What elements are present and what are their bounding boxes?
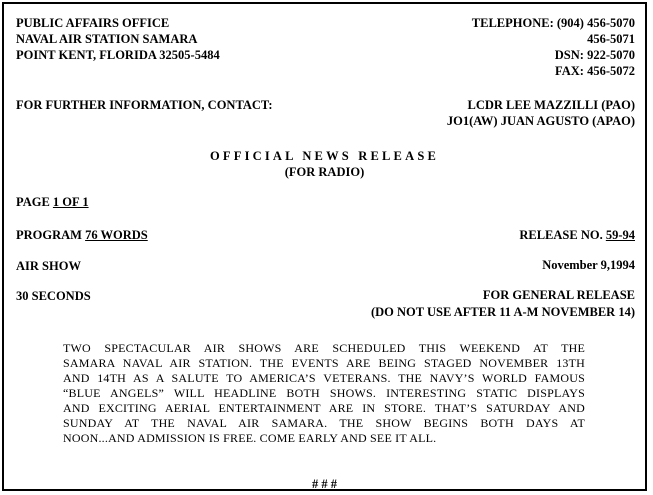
page-label: PAGE bbox=[16, 195, 53, 209]
telephone-alt-number: 456-5071 bbox=[587, 32, 635, 46]
body-line: NOON...AND ADMISSION IS FREE. COME EARLY AND SEE IT ALL. bbox=[63, 431, 437, 445]
release-date: November 9,1994 bbox=[542, 258, 635, 272]
further-info-label: FOR FURTHER INFORMATION, CONTACT: bbox=[16, 98, 273, 112]
release-number-value: 59-94 bbox=[605, 228, 635, 242]
contact-pao: LCDR LEE MAZZILLI (PAO) bbox=[467, 98, 635, 112]
station-name: NAVAL AIR STATION SAMARA bbox=[16, 32, 198, 46]
program-field bbox=[16, 228, 148, 243]
page-field bbox=[16, 195, 89, 210]
news-release-document bbox=[2, 2, 647, 491]
subject: AIR SHOW bbox=[16, 259, 81, 273]
office-name: PUBLIC AFFAIRS OFFICE bbox=[16, 16, 170, 30]
end-mark: # # # bbox=[312, 477, 337, 491]
dsn-number: DSN: 922-5070 bbox=[554, 48, 635, 62]
body-line: TWO SPECTACULAR AIR SHOWS ARE SCHEDULED THIS WEEKEND AT THE bbox=[63, 341, 585, 355]
fax-number: FAX: 456-5072 bbox=[555, 64, 635, 78]
contact-apao: JO1(AW) JUAN AGUSTO (APAO) bbox=[446, 114, 635, 128]
body-line: SAMARA NAVAL AIR STATION. THE EVENTS ARE BEING STAGED NOVEMBER 13TH bbox=[63, 356, 585, 370]
release-title: OFFICIAL NEWS RELEASE bbox=[209, 149, 440, 163]
release-subtitle: (FOR RADIO) bbox=[284, 165, 365, 179]
body-line: AND EXCITING AERIAL ENTERTAINMENT ARE IN STORE. THAT’S SATURDAY AND bbox=[63, 401, 585, 415]
page-value: 1 OF 1 bbox=[52, 195, 89, 209]
body-line: AND 14TH AS A SALUTE TO AMERICA’S VETERANS. THE NAVY’S WORLD FAMOUS bbox=[63, 371, 585, 385]
body-line: “BLUE ANGELS” WILL HEADLINE BOTH SHOWS. INTERESTING STATIC DISPLAYS bbox=[63, 386, 585, 400]
release-restriction: (DO NOT USE AFTER 11 A-M NOVEMBER 14) bbox=[370, 305, 635, 319]
release-number-field bbox=[519, 228, 635, 243]
release-body bbox=[63, 341, 585, 446]
duration: 30 SECONDS bbox=[16, 289, 91, 303]
release-number-label: RELEASE NO. bbox=[519, 228, 606, 242]
program-label: PROGRAM bbox=[16, 228, 86, 242]
body-line: SUNDAY AT THE NAVAL AIR SAMARA. THE SHOW BEGINS BOTH DAYS AT bbox=[63, 416, 585, 430]
general-release: FOR GENERAL RELEASE bbox=[482, 288, 635, 302]
program-value: 76 WORDS bbox=[85, 228, 148, 242]
office-address: POINT KENT, FLORIDA 32505-5484 bbox=[16, 48, 220, 62]
telephone-number: TELEPHONE: (904) 456-5070 bbox=[471, 16, 635, 30]
